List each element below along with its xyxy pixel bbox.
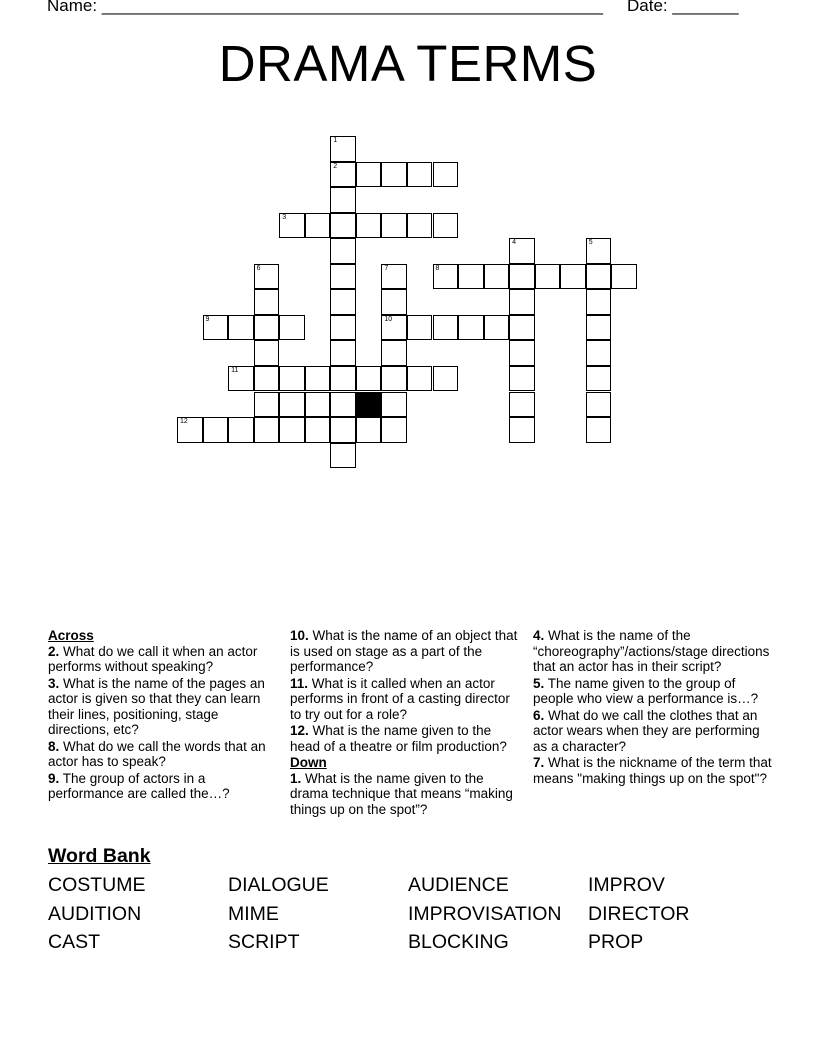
crossword-cell[interactable] (433, 366, 459, 392)
crossword-cell[interactable] (407, 366, 433, 392)
crossword-cell[interactable] (203, 315, 229, 341)
crossword-cell[interactable] (509, 366, 535, 392)
clue-number: 9 (205, 315, 210, 323)
crossword-cell[interactable] (433, 162, 459, 188)
crossword-black-cell (356, 392, 382, 418)
clue-number: 8 (435, 264, 440, 272)
name-blank[interactable]: _____________________________________________________ (101, 0, 603, 15)
crossword-cell[interactable] (330, 213, 356, 239)
clue-across-2: 2. What do we call it when an actor performs without speaking? (48, 643, 258, 674)
clue-number: 12 (180, 418, 188, 426)
crossword-cell[interactable] (586, 392, 612, 418)
crossword-cell[interactable] (381, 315, 407, 341)
clues-column-3 (533, 628, 773, 787)
word-bank-word: BLOCKING (408, 931, 509, 953)
crossword-cell[interactable] (228, 315, 254, 341)
crossword-cell[interactable] (254, 366, 280, 392)
page-title: DRAMA TERMS (218, 35, 598, 92)
clue-across-10: 10. What is the name of an object that is used on stage as a part of the performance? (290, 628, 518, 674)
clue-down-1: 1. What is the name given to the drama technique that means “making things up on the spot”? (290, 770, 513, 817)
crossword-cell[interactable] (254, 340, 280, 366)
crossword-cell[interactable] (356, 162, 382, 188)
crossword-cell[interactable] (433, 264, 459, 290)
down-heading: Down (290, 755, 327, 770)
crossword-cell[interactable] (407, 162, 433, 188)
word-bank-word: PROP (588, 931, 644, 953)
crossword-cell[interactable] (279, 417, 305, 443)
word-bank-word: IMPROVISATION (408, 903, 562, 925)
crossword-cell[interactable] (330, 238, 356, 264)
crossword-cell[interactable] (509, 289, 535, 315)
crossword-cell[interactable] (305, 392, 331, 418)
crossword-cell[interactable] (305, 417, 331, 443)
word-bank-word: IMPROV (588, 874, 665, 896)
crossword-cell[interactable] (330, 289, 356, 315)
crossword-cell[interactable] (330, 162, 356, 188)
crossword-cell[interactable] (254, 392, 280, 418)
crossword-cell[interactable] (509, 315, 535, 341)
word-bank-word: AUDIENCE (408, 874, 509, 896)
crossword-cell[interactable] (586, 264, 612, 290)
name-label: Name: (47, 0, 98, 15)
crossword-cell[interactable] (535, 264, 561, 290)
clue-down-5: 5. The name given to the group of people who view a performance is…? (533, 675, 759, 706)
clue-down-6: 6. What do we call the clothes that an actor wears when they are performing as a character? (533, 707, 760, 754)
word-bank-word: SCRIPT (228, 931, 300, 953)
crossword-cell[interactable] (509, 264, 535, 290)
date-label: Date: (627, 0, 668, 15)
crossword-cell[interactable] (407, 213, 433, 239)
clue-number: 7 (384, 264, 389, 272)
clue-number: 3 (282, 213, 287, 221)
crossword-cell[interactable] (279, 315, 305, 341)
crossword-cell[interactable] (611, 264, 637, 290)
crossword-cell[interactable] (330, 366, 356, 392)
word-bank-heading: Word Bank (48, 845, 151, 867)
clues-column-1 (48, 628, 278, 803)
crossword-cell[interactable] (484, 315, 510, 341)
clue-down-4: 4. What is the name of the “choreography”/actions/stage directions that an actor has in their script? (533, 628, 770, 674)
crossword-cell[interactable] (330, 187, 356, 213)
crossword-cell[interactable] (586, 315, 612, 341)
clue-number: 6 (256, 264, 261, 272)
crossword-cell[interactable] (254, 289, 280, 315)
crossword-cell[interactable] (356, 366, 382, 392)
crossword-cell[interactable] (560, 264, 586, 290)
crossword-cell[interactable] (586, 289, 612, 315)
crossword-cell[interactable] (254, 264, 280, 290)
word-bank-word: AUDITION (48, 903, 142, 925)
crossword-cell[interactable] (228, 366, 254, 392)
crossword-cell[interactable] (586, 340, 612, 366)
word-bank-word: DIALOGUE (228, 874, 329, 896)
crossword-cell[interactable] (254, 417, 280, 443)
crossword-cell[interactable] (381, 162, 407, 188)
across-heading: Across (48, 628, 94, 643)
crossword-cell[interactable] (381, 417, 407, 443)
clue-number: 2 (333, 162, 338, 170)
crossword-cell[interactable] (330, 340, 356, 366)
crossword-cell[interactable] (381, 213, 407, 239)
clue-across-8: 8. What do we call the words that an actor has to speak? (48, 738, 266, 769)
crossword-cell[interactable] (381, 366, 407, 392)
crossword-cell[interactable] (381, 340, 407, 366)
crossword-cell[interactable] (458, 315, 484, 341)
crossword-cell[interactable] (509, 417, 535, 443)
clues-column-2 (290, 628, 522, 818)
clue-down-7: 7. What is the nickname of the term that means "making things up on the spot"? (533, 755, 772, 786)
crossword-cell[interactable] (433, 315, 459, 341)
clue-number: 1 (333, 137, 338, 144)
crossword-cell[interactable] (484, 264, 510, 290)
crossword-cell[interactable] (330, 443, 356, 469)
crossword-cell[interactable] (228, 417, 254, 443)
crossword-cell[interactable] (305, 366, 331, 392)
crossword-cell[interactable] (330, 264, 356, 290)
clue-number: 5 (588, 239, 593, 247)
crossword-cell[interactable] (330, 392, 356, 418)
crossword-cell[interactable] (330, 417, 356, 443)
crossword-cell[interactable] (254, 315, 280, 341)
clue-number: 11 (231, 366, 239, 374)
crossword-cell[interactable] (279, 213, 305, 239)
crossword-cell[interactable] (433, 213, 459, 239)
crossword-cell[interactable] (586, 238, 612, 264)
crossword-cell[interactable] (381, 392, 407, 418)
crossword-cell[interactable] (203, 417, 229, 443)
crossword-cell[interactable] (407, 315, 433, 341)
crossword-cell[interactable] (509, 392, 535, 418)
crossword-cell[interactable] (509, 238, 535, 264)
crossword-cell[interactable] (381, 264, 407, 290)
word-bank-word: MIME (228, 903, 279, 925)
crossword-cell[interactable] (381, 289, 407, 315)
crossword-cell[interactable] (586, 366, 612, 392)
clue-across-3: 3. What is the name of the pages an actor is given so that they can learn their lines, positioning, stage directions, etc? (48, 675, 265, 737)
clue-number: 4 (512, 239, 517, 247)
clue-across-11: 11. What is it called when an actor performs in front of a casting director to try out for a role? (290, 675, 510, 722)
crossword-cell[interactable] (279, 392, 305, 418)
word-bank-word: DIRECTOR (588, 903, 690, 925)
clue-across-12: 12. What is the name given to the head of a theatre or film production? (290, 723, 507, 754)
crossword-cell[interactable] (279, 366, 305, 392)
crossword-cell[interactable] (177, 417, 203, 443)
clue-across-9: 9. The group of actors in a performance are called the…? (48, 770, 230, 801)
crossword-cell[interactable] (305, 213, 331, 239)
word-bank-word: COSTUME (48, 874, 146, 896)
crossword-cell[interactable] (356, 213, 382, 239)
crossword-cell[interactable] (356, 417, 382, 443)
clue-number: 10 (384, 315, 393, 323)
date-blank[interactable]: _______ (672, 0, 739, 15)
crossword-cell[interactable] (586, 417, 612, 443)
word-bank-word: CAST (48, 931, 101, 953)
crossword-cell[interactable] (509, 340, 535, 366)
crossword-cell[interactable] (330, 136, 356, 162)
crossword-cell[interactable] (458, 264, 484, 290)
crossword-cell[interactable] (330, 315, 356, 341)
